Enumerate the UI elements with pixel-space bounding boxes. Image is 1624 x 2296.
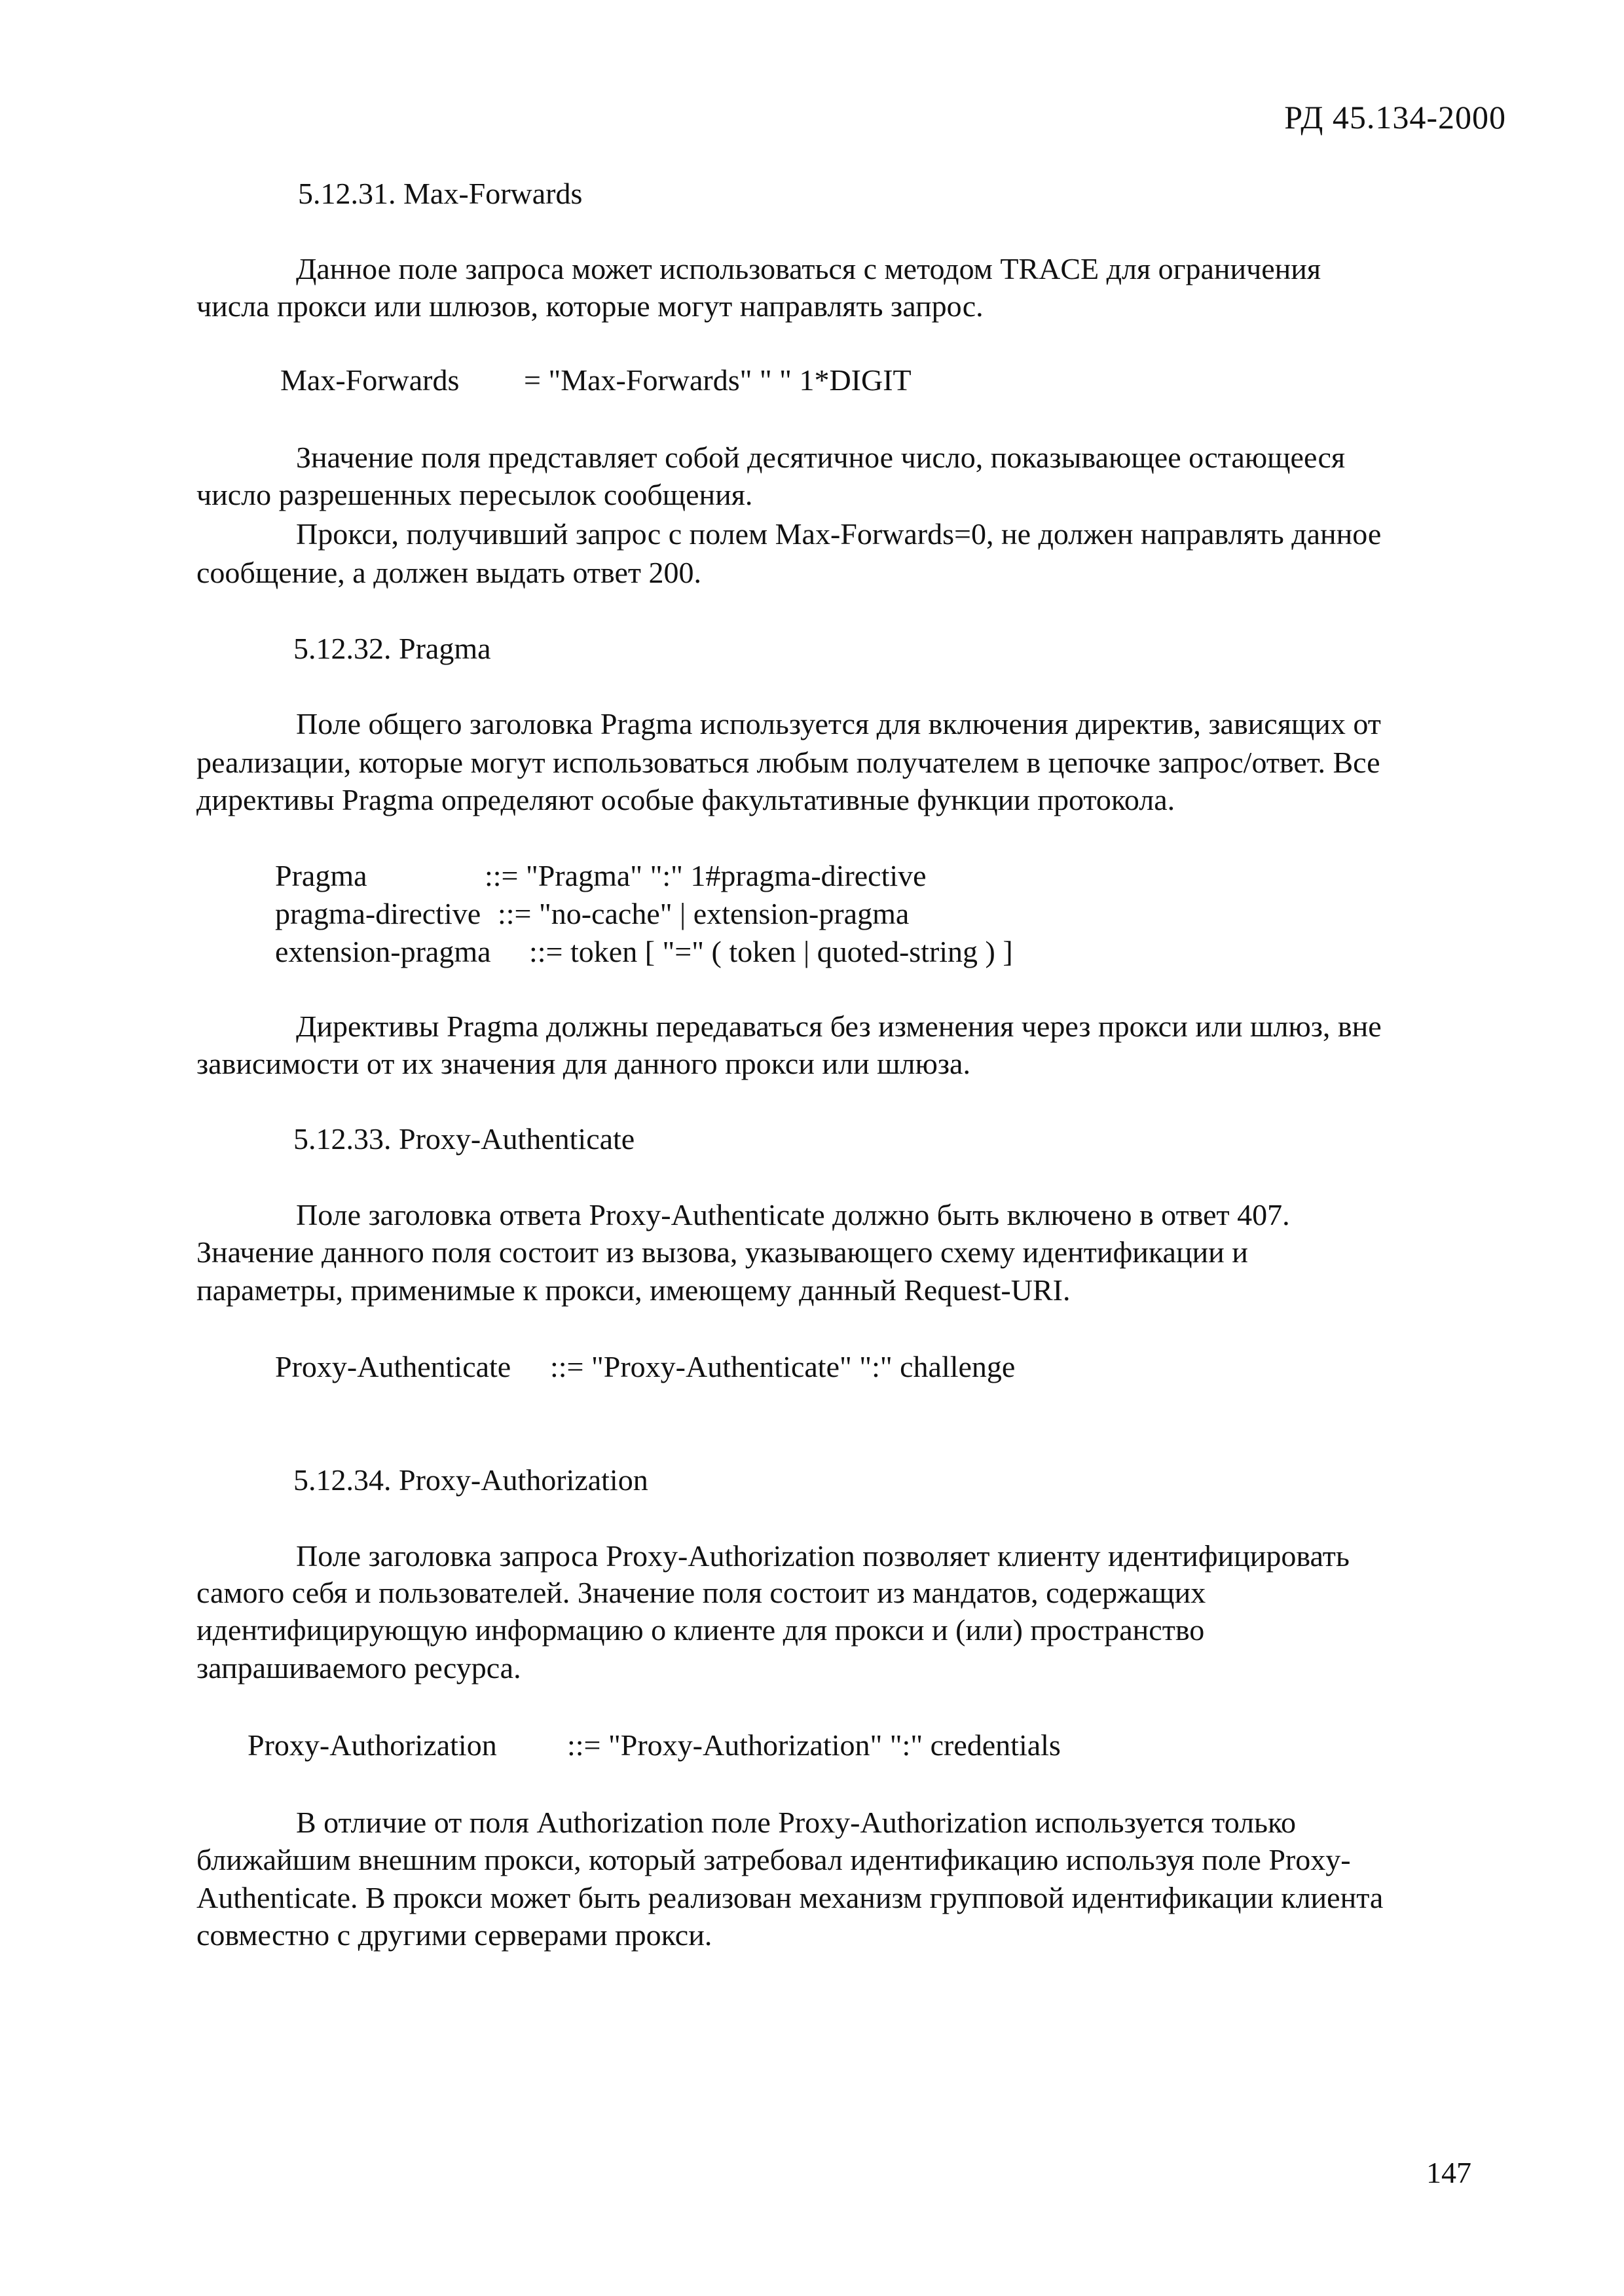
paragraph-line: запрашиваемого ресурса.	[196, 1651, 521, 1685]
paragraph-line: Поле заголовка ответа Proxy-Authenticate должно быть включено в ответ 407.	[296, 1198, 1290, 1231]
grammar-rule: ::= "no-cache" | extension-pragma	[498, 897, 910, 930]
paragraph-line: Значение данного поля состоит из вызова, указывающего схему идентификации и	[196, 1235, 1248, 1269]
section-heading-proxy-authorization: 5.12.34. Proxy-Authorization	[293, 1463, 648, 1497]
page-number: 147	[1426, 2156, 1471, 2189]
paragraph-line: директивы Pragma определяют особые факультативные функции протокола.	[196, 783, 1175, 816]
syntax-rule: ::= "Proxy-Authenticate" ":" challenge	[550, 1350, 1016, 1383]
paragraph-line: ближайшим внешним прокси, который затребовал идентификацию используя поле Proxy-	[196, 1843, 1351, 1876]
paragraph-line: Директивы Pragma должны передаваться без изменения через прокси или шлюз, вне	[296, 1010, 1382, 1043]
section-heading-max-forwards: 5.12.31. Max-Forwards	[298, 177, 583, 210]
grammar-rule: ::= "Pragma" ":" 1#pragma-directive	[485, 859, 927, 892]
paragraph-line: сообщение, а должен выдать ответ 200.	[196, 556, 701, 589]
paragraph-line: идентифицирующую информацию о клиенте для прокси и (или) пространство	[196, 1613, 1205, 1647]
paragraph-line: Данное поле запроса может использоваться с методом TRACE для ограничения	[296, 252, 1321, 285]
paragraph-line: Authenticate. В прокси может быть реализован механизм групповой идентификации клиента	[196, 1881, 1384, 1914]
grammar-name: pragma-directive	[275, 897, 481, 930]
grammar-name: extension-pragma	[275, 935, 491, 968]
paragraph-line: Прокси, получивший запрос с полем Max-Forwards=0, не должен направлять данное	[296, 517, 1382, 551]
paragraph-line: В отличие от поля Authorization поле Proxy-Authorization используется только	[296, 1806, 1297, 1839]
paragraph-line: совместно с другими серверами прокси.	[196, 1918, 712, 1952]
section-heading-pragma: 5.12.32. Pragma	[293, 632, 491, 665]
paragraph-line: Поле общего заголовка Pragma используется для включения директив, зависящих от	[296, 707, 1381, 740]
syntax-name: Max-Forwards	[280, 363, 460, 397]
paragraph-line: самого себя и пользователей. Значение поля состоит из мандатов, содержащих	[196, 1576, 1206, 1609]
paragraph-line: Значение поля представляет собой десятичное число, показывающее остающееся	[296, 441, 1346, 474]
paragraph-line: Поле заголовка запроса Proxy-Authorization позволяет клиенту идентифицировать	[296, 1539, 1350, 1573]
paragraph-line: числа прокси или шлюзов, которые могут направлять запрос.	[196, 289, 984, 323]
grammar-name: Pragma	[275, 859, 367, 892]
document-id: РД 45.134-2000	[1284, 99, 1506, 136]
paragraph-line: параметры, применимые к прокси, имеющему данный Request-URI.	[196, 1273, 1071, 1307]
section-heading-proxy-authenticate: 5.12.33. Proxy-Authenticate	[293, 1122, 635, 1156]
syntax-name: Proxy-Authenticate	[275, 1350, 511, 1383]
paragraph-line: реализации, которые могут использоваться любым получателем в цепочке запрос/ответ. Все	[196, 746, 1380, 779]
syntax-name: Proxy-Authorization	[248, 1728, 497, 1762]
paragraph-line: зависимости от их значения для данного прокси или шлюза.	[196, 1047, 970, 1080]
syntax-rule: ::= "Proxy-Authorization" ":" credentials	[567, 1728, 1061, 1762]
syntax-rule: = "Max-Forwards" " " 1*DIGIT	[524, 363, 912, 397]
paragraph-line: число разрешенных пересылок сообщения.	[196, 478, 753, 511]
grammar-rule: ::= token [ "=" ( token | quoted-string ) ]	[529, 935, 1013, 968]
